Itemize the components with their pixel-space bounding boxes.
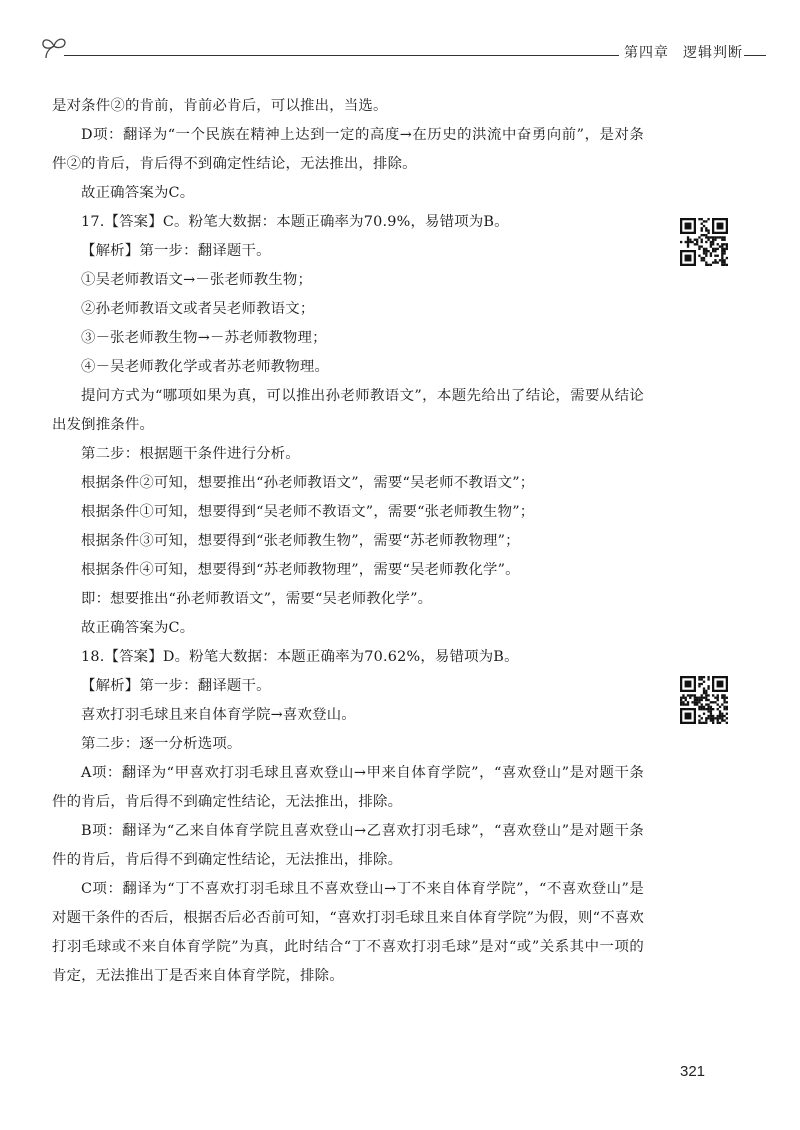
qr-code-icon — [680, 676, 728, 724]
paragraph: 【解析】第一步：翻译题干。 — [81, 243, 271, 259]
paragraph: A项：翻译为“甲喜欢打羽毛球且喜欢登山→甲来自体育学院”，“喜欢登山”是对题干条件的肯后，肯后得不到确定性结论，无法推出，排除。 — [52, 765, 644, 810]
paragraph: ①吴老师教语文→－张老师教生物； — [81, 272, 313, 288]
paragraph: 故正确答案为C。 — [81, 620, 195, 636]
header-rule — [744, 55, 766, 56]
chapter-number: 第四章 — [624, 45, 669, 61]
header-rule — [64, 55, 619, 56]
paragraph: ④－吴老师教化学或者苏老师教物理。 — [81, 359, 330, 375]
section-title: 逻辑判断 — [683, 45, 743, 61]
paragraph: 喜欢打羽毛球且来自体育学院→喜欢登山。 — [81, 707, 356, 723]
paragraph: 提问方式为“哪项如果为真，可以推出孙老师教语文”，本题先给出了结论，需要从结论出发倒推条件。 — [52, 388, 644, 433]
paragraph: 根据条件②可知，想要推出“孙老师教语文”，需要“吴老师不教语文”； — [81, 475, 535, 491]
paragraph: 即：想要推出“孙老师教语文”，需要“吴老师教化学”。 — [81, 591, 433, 607]
qr-code-icon — [680, 218, 728, 266]
sprout-icon — [40, 32, 70, 62]
paragraph: C项：翻译为“丁不喜欢打羽毛球且不喜欢登山→丁不来自体育学院”，“不喜欢登山”是对题干条件的否后，根据否后必否前可知，“喜欢打羽毛球且来自体育学院”为假，则“不喜欢打羽毛球或不来自体育学院”为真，此时结合“丁不喜欢打羽毛球”是对“或”关系其中一项的肯定，无法推出丁是否来自体育学院，排除。 — [52, 881, 644, 984]
page-body — [52, 92, 644, 991]
page-number: 321 — [680, 1063, 706, 1080]
paragraph: ②孙老师教语文或者吴老师教语文； — [81, 301, 315, 317]
paragraph: 根据条件①可知，想要得到“吴老师不教语文”，需要“张老师教生物”； — [81, 504, 535, 520]
paragraph: 根据条件③可知，想要得到“张老师教生物”，需要“苏老师教物理”； — [81, 533, 520, 549]
paragraph: 是对条件②的肯前，肯前必肯后，可以推出，当选。 — [52, 98, 388, 114]
paragraph: 第二步：根据题干条件进行分析。 — [81, 446, 300, 462]
paragraph: 17.【答案】C。粉笔大数据：本题正确率为70.9%，易错项为B。 — [81, 214, 509, 230]
paragraph: 根据条件④可知，想要得到“苏老师教物理”，需要“吴老师教化学”。 — [81, 562, 520, 578]
chapter-title — [624, 42, 743, 62]
paragraph: 第二步：逐一分析选项。 — [81, 736, 242, 752]
paragraph: 【解析】第一步：翻译题干。 — [81, 678, 271, 694]
paragraph: D项：翻译为“一个民族在精神上达到一定的高度→在历史的洪流中奋勇向前”，是对条件②的肯后，肯后得不到确定性结论，无法推出，排除。 — [52, 127, 644, 172]
paragraph: 故正确答案为C。 — [81, 185, 195, 201]
paragraph: B项：翻译为“乙来自体育学院且喜欢登山→乙喜欢打羽毛球”，“喜欢登山”是对题干条件的肯后，肯后得不到确定性结论，无法推出，排除。 — [52, 823, 644, 868]
running-header — [36, 30, 766, 70]
paragraph: 18.【答案】D。粉笔大数据：本题正确率为70.62%，易错项为B。 — [81, 649, 519, 665]
paragraph: ③－张老师教生物→－苏老师教物理； — [81, 330, 327, 346]
